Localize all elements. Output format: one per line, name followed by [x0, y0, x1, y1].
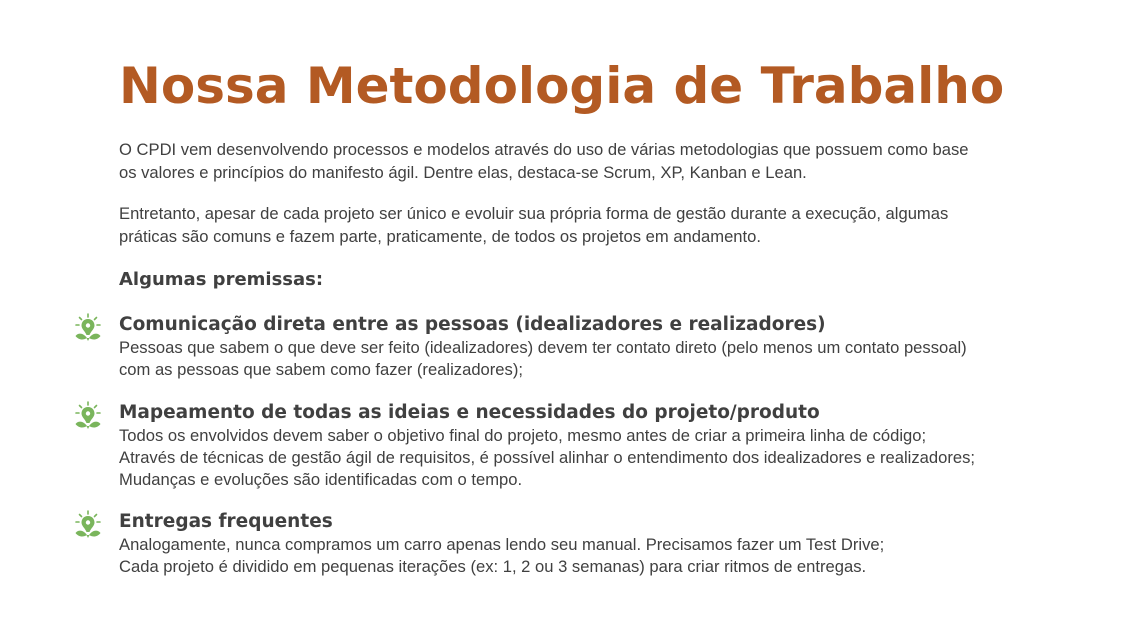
practice-paragraph	[119, 202, 1079, 248]
premise-body	[119, 337, 967, 381]
premise-line: Todos os envolvidos devem saber o objetivo final do projeto, mesmo antes de criar a primeira linha de código;	[119, 426, 927, 445]
premises-heading: Algumas premissas:	[119, 269, 324, 290]
intro-line: os valores e princípios do manifesto ágil. Dentre elas, destaca-se Scrum, XP, Kanban e Lean.	[119, 163, 807, 182]
practice-line: Entretanto, apesar de cada projeto ser único e evoluir sua própria forma de gestão durante a execução, algumas	[119, 204, 949, 223]
intro-line: O CPDI vem desenvolvendo processos e modelos através do uso de várias metodologias que possuem como base	[119, 140, 969, 159]
premise-title: Comunicação direta entre as pessoas (idealizadores e realizadores)	[119, 314, 826, 335]
premise-line: Cada projeto é dividido em pequenas iterações (ex: 1, 2 ou 3 semanas) para criar ritmos de entregas.	[119, 557, 867, 576]
premise-line: Pessoas que sabem o que deve ser feito (idealizadores) devem ter contato direto (pelo menos um contato pessoal)	[119, 338, 967, 357]
premise-title: Mapeamento de todas as ideias e necessidades do projeto/produto	[119, 402, 820, 423]
premise-line: Através de técnicas de gestão ágil de requisitos, é possível alinhar o entendimento dos idealizadores e realizadores;	[119, 448, 976, 467]
intro-paragraph	[119, 138, 1079, 184]
premise-title: Entregas frequentes	[119, 511, 333, 532]
lightbulb-leaf-icon	[73, 313, 103, 343]
practice-line: práticas são comuns e fazem parte, praticamente, de todos os projetos em andamento.	[119, 227, 761, 246]
premise-line: Mudanças e evoluções são identificadas com o tempo.	[119, 470, 523, 489]
premise-line: Analogamente, nunca compramos um carro apenas lendo seu manual. Precisamos fazer um Test Drive;	[119, 535, 885, 554]
premise-line: com as pessoas que sabem como fazer (realizadores);	[119, 360, 523, 379]
lightbulb-leaf-icon	[73, 401, 103, 431]
premise-body	[119, 425, 975, 491]
premise-body	[119, 534, 884, 578]
lightbulb-leaf-icon	[73, 510, 103, 540]
slide-title: Nossa Metodologia de Trabalho	[119, 57, 1005, 115]
